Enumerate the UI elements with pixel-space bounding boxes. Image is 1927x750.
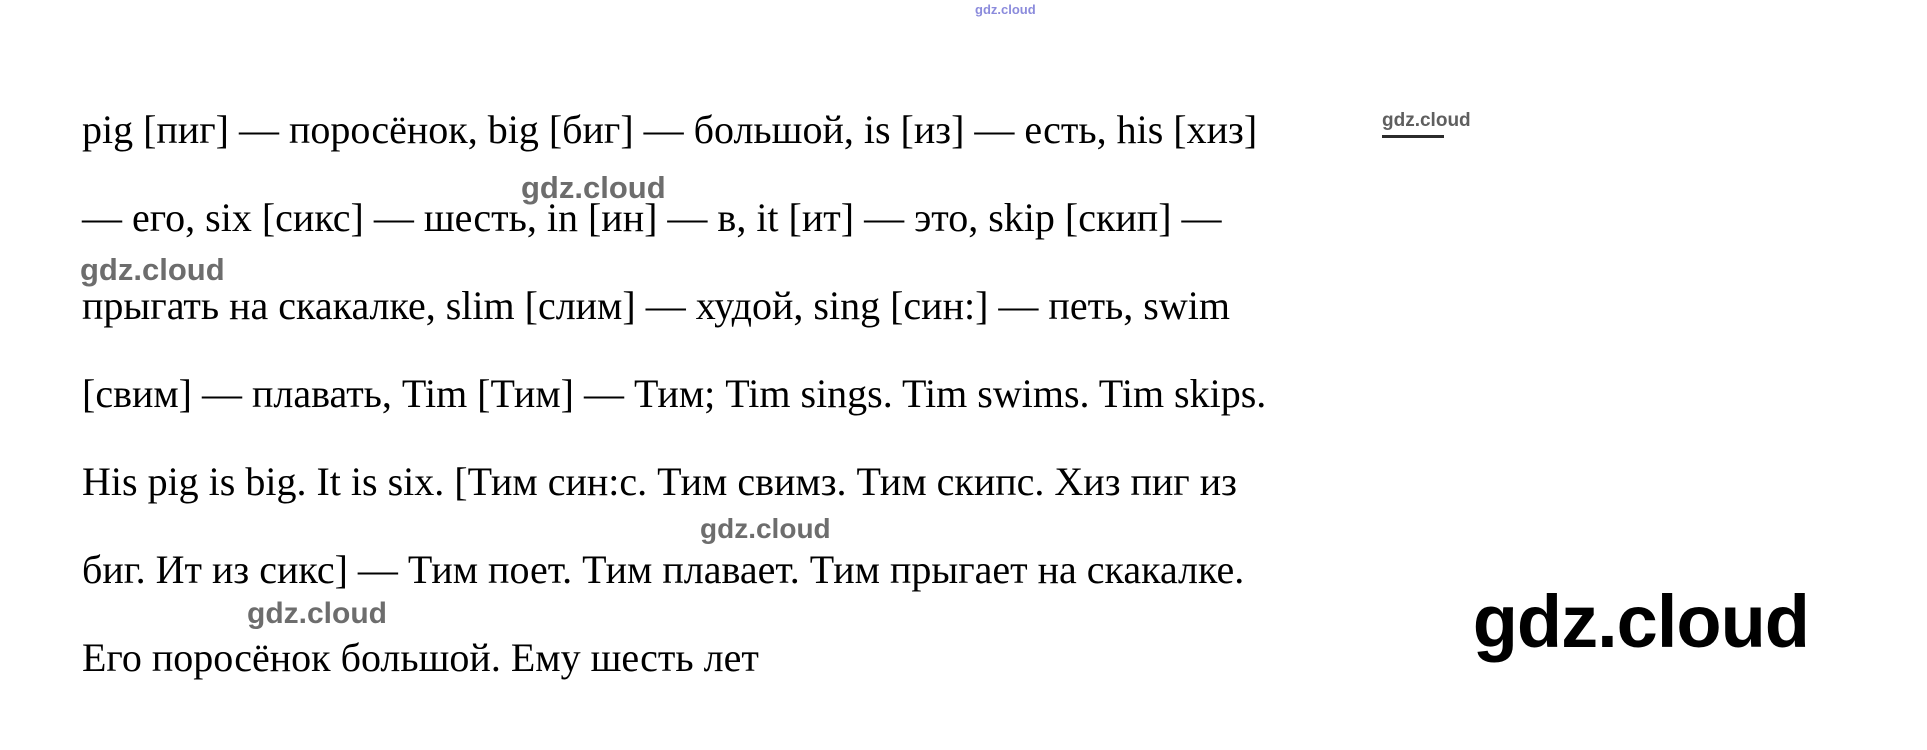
watermark-large: gdz.cloud xyxy=(1472,580,1809,663)
text-line: His pig is big. It is six. [Тим син:с. Тим свимз. Тим скипс. Хиз пиг из xyxy=(82,459,1237,504)
watermark-inline-3: gdz.cloud xyxy=(80,252,225,287)
watermark-inline-2: gdz.cloud xyxy=(521,170,666,205)
text-line: [свим] — плавать, Tim [Тим] — Тим; Tim sings. Tim swims. Tim skips. xyxy=(82,371,1267,416)
strikethrough-mark xyxy=(1382,135,1444,138)
text-line: — его, six [сикс] — шесть, in [ин] — в, it [ит] — это, skip [скип] — xyxy=(82,195,1222,240)
text-line: прыгать на скакалке, slim [слим] — худой, sing [син:] — петь, swim xyxy=(82,283,1230,328)
text-line: биг. Ит из сикс] — Тим поет. Тим плавает. Тим прыгает на скакалке. xyxy=(82,547,1245,592)
text-line: pig [пиг] — поросёнок, big [биг] — большой, is [из] — есть, his [хиз] xyxy=(82,107,1258,152)
text-line: Его поросёнок большой. Ему шесть лет xyxy=(82,635,759,680)
watermark-inline-5: gdz.cloud xyxy=(247,597,387,630)
watermark-inline-1: gdz.cloud xyxy=(1382,110,1471,131)
watermark-top: gdz.cloud xyxy=(975,2,1036,17)
watermark-inline-4: gdz.cloud xyxy=(700,513,831,544)
